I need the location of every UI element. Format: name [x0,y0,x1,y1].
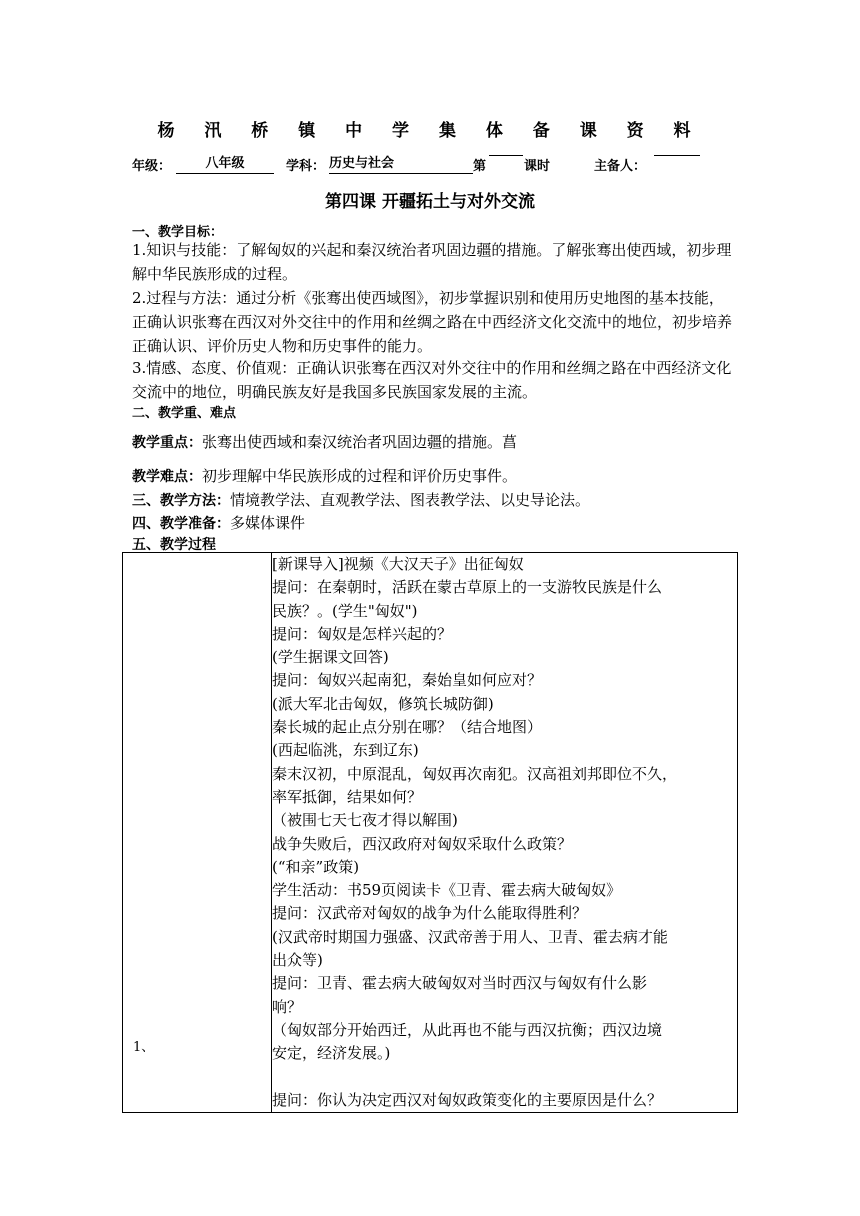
process-line: 提问：你认为决定西汉对匈奴政策变化的主要原因是什么？ [272,1090,663,1109]
teaching-preparation-label: 四、教学准备： [132,516,230,532]
subject-value: 历史与社会 [329,155,473,174]
process-line: (派大军北击匈奴，修筑长城防御) [272,694,494,713]
process-line: 响？ [272,997,303,1016]
teaching-difficulty-label: 教学难点： [132,469,202,485]
teaching-methods-text: 情境教学法、直观教学法、图表教学法、以史导论法。 [230,491,591,509]
process-line: 安定，经济发展。) [272,1044,391,1063]
process-line: (学生据课文回答) [272,648,389,667]
step-number: 1、 [133,1040,155,1055]
period-suffix: 课时 [524,159,551,174]
preparer-value [654,155,700,156]
process-line: (汉武帝时期国力强盛、汉武帝善于用人、卫青、霍去病才能 [272,927,668,946]
period-value [489,155,523,156]
step-cell [123,553,272,1113]
process-line: 提问：汉武帝对匈奴的战争为什么能取得胜利？ [272,904,588,923]
subject-label: 学科： [286,159,326,174]
process-lines [272,553,737,1112]
teaching-methods-label: 三、教学方法： [132,493,230,509]
teaching-difficulty [132,464,737,489]
process-line: 提问：卫青、霍去病大破匈奴对当时西汉与匈奴有什么影 [272,974,648,993]
process-line: 学生活动：书59页阅读卡《卫青、霍去病大破匈奴》 [272,881,622,900]
blank-line [272,1066,737,1089]
process-heading: 五、教学过程 [132,537,216,553]
teaching-preparation [132,511,737,536]
grade-label: 年级： [132,159,172,174]
teaching-methods [132,488,737,513]
process-line: （匈奴部分开始西迁，从此再也不能与西汉抗衡；西汉边境 [272,1020,663,1039]
process-line: （被围七天七夜才得以解围) [272,811,458,830]
process-line: [新课导入]视频《大汉天子》出征匈奴 [272,555,524,573]
process-line: (“和亲”政策) [272,857,360,876]
process-line: 战争失败后，西汉政府对匈奴采取什么政策？ [272,834,573,853]
process-line: (西起临洮，东到辽东) [272,741,419,760]
process-line: 提问：匈奴是怎样兴起的？ [272,624,453,643]
objective-item: 2.过程与方法：通过分析《张骞出使西域图》，初步掌握识别和使用历史地图的基本技能，正确认识张骞在西汉对外交往中的作用和丝绸之路在中西经济文化交流中的地位，初步培养正确认识、评价历史人物和历史事件的能力。 [132,289,733,355]
objective-item: 3.情感、态度、价值观：正确认识张骞在西汉对外交往中的作用和丝绸之路在中西经济文化交流中的地位，明确民族友好是我国多民族国家发展的主流。 [132,359,732,401]
teaching-focus-text: 张骞出使西域和秦汉统治者巩固边疆的措施。菖 [202,433,518,451]
school-title: 杨 汛 桥 镇 中 学 集 体 备 课 资 料 [157,121,703,141]
teaching-focus [132,430,737,455]
process-line: 秦长城的起止点分别在哪？（结合地图） [272,718,543,737]
period-prefix: 第 [473,159,487,174]
teaching-difficulty-text: 初步理解中华民族形成的过程和评价历史事件。 [202,467,518,485]
teaching-focus-label: 教学重点： [132,435,202,451]
teaching-preparation-text: 多媒体课件 [230,514,306,532]
process-line: 秦末汉初，中原混乱，匈奴再次南犯。汉高祖刘邦即位不久， [272,764,678,783]
process-line: 率军抵御，结果如何？ [272,787,423,806]
objectives-heading: 一、教学目标： [132,225,224,240]
lesson-meta-line [132,155,772,177]
preparer-label: 主备人： [594,159,647,174]
process-line: 民族？。(学生"匈奴") [272,601,418,620]
key-points-heading: 二、教学重、难点 [132,406,237,421]
process-line: 提问：匈奴兴起南犯，秦始皇如何应对？ [272,671,543,690]
process-line: 提问：在秦朝时，活跃在蒙古草原上的一支游牧民族是什么 [272,578,663,597]
objective-item: 1.知识与技能：了解匈奴的兴起和秦汉统治者巩固边疆的措施。了解张骞出使西域，初步理解中华民族形成的过程。 [132,241,732,283]
process-content-cell [272,553,738,1113]
lesson-title: 第四课 开疆拓土与对外交流 [325,192,535,212]
grade-value: 八年级 [176,155,274,174]
process-line: 出众等) [272,951,323,970]
teaching-process-table [122,552,738,1113]
